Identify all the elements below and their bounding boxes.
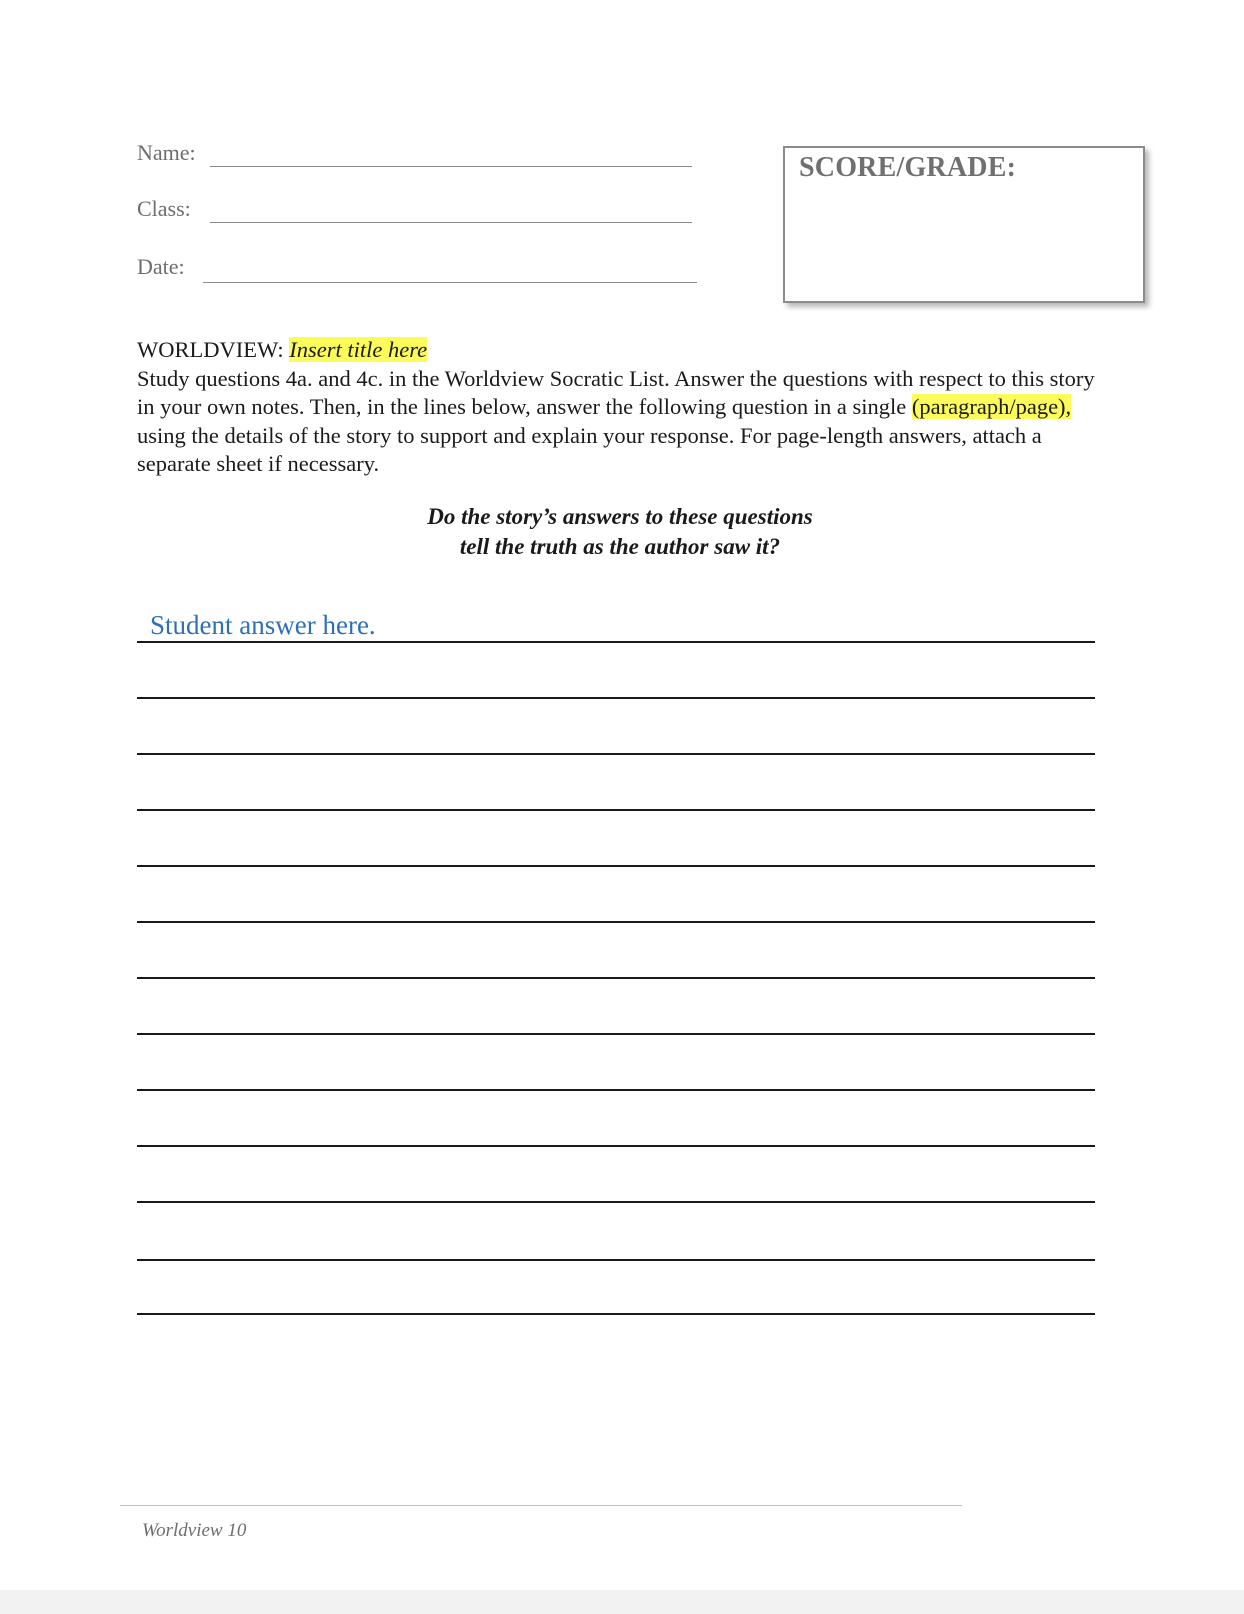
instructions-text-2: using the details of the story to support and explain your response. For page-length answers, attach a separate sheet if necessary. xyxy=(137,422,1042,476)
class-field[interactable] xyxy=(210,222,692,223)
length-option[interactable]: (paragraph/page), xyxy=(911,394,1072,419)
prompt-question-line-2: tell the truth as the author saw it? xyxy=(459,533,781,559)
answer-line[interactable] xyxy=(137,641,1095,643)
answer-line[interactable] xyxy=(137,921,1095,923)
date-field[interactable] xyxy=(203,282,697,283)
answer-line[interactable] xyxy=(137,977,1095,979)
answer-line[interactable] xyxy=(137,1201,1095,1203)
worldview-prefix: WORLDVIEW: xyxy=(137,337,284,362)
answer-line[interactable] xyxy=(137,1033,1095,1035)
answer-line[interactable] xyxy=(137,809,1095,811)
score-grade-label: SCORE/GRADE: xyxy=(799,152,1017,183)
student-answer-placeholder[interactable]: Student answer here. xyxy=(150,610,376,640)
name-label: Name: xyxy=(137,140,196,165)
score-grade-box[interactable] xyxy=(783,146,1145,303)
class-label: Class: xyxy=(137,196,191,221)
name-field[interactable] xyxy=(210,166,692,167)
answer-line[interactable] xyxy=(137,753,1095,755)
instructions xyxy=(137,336,1097,479)
answer-line[interactable] xyxy=(137,1259,1095,1261)
prompt-question-line-1: Do the story’s answers to these questions xyxy=(427,504,813,529)
footer-label: Worldview 10 xyxy=(142,1520,247,1541)
instructions-text-1: Study questions 4a. and 4c. in the Worldview Socratic List. Answer the questions with respect to this story in your own notes. Then, in the lines below, answer the following question in a single xyxy=(137,365,1095,419)
date-label: Date: xyxy=(137,254,185,279)
answer-line[interactable] xyxy=(137,865,1095,867)
answer-line[interactable] xyxy=(137,1145,1095,1147)
answer-line[interactable] xyxy=(137,1313,1095,1315)
footer-divider xyxy=(120,1505,962,1506)
story-title-placeholder[interactable]: Insert title here xyxy=(289,337,428,362)
answer-line[interactable] xyxy=(137,697,1095,699)
prompt-question xyxy=(300,502,940,561)
answer-line[interactable] xyxy=(137,1089,1095,1091)
